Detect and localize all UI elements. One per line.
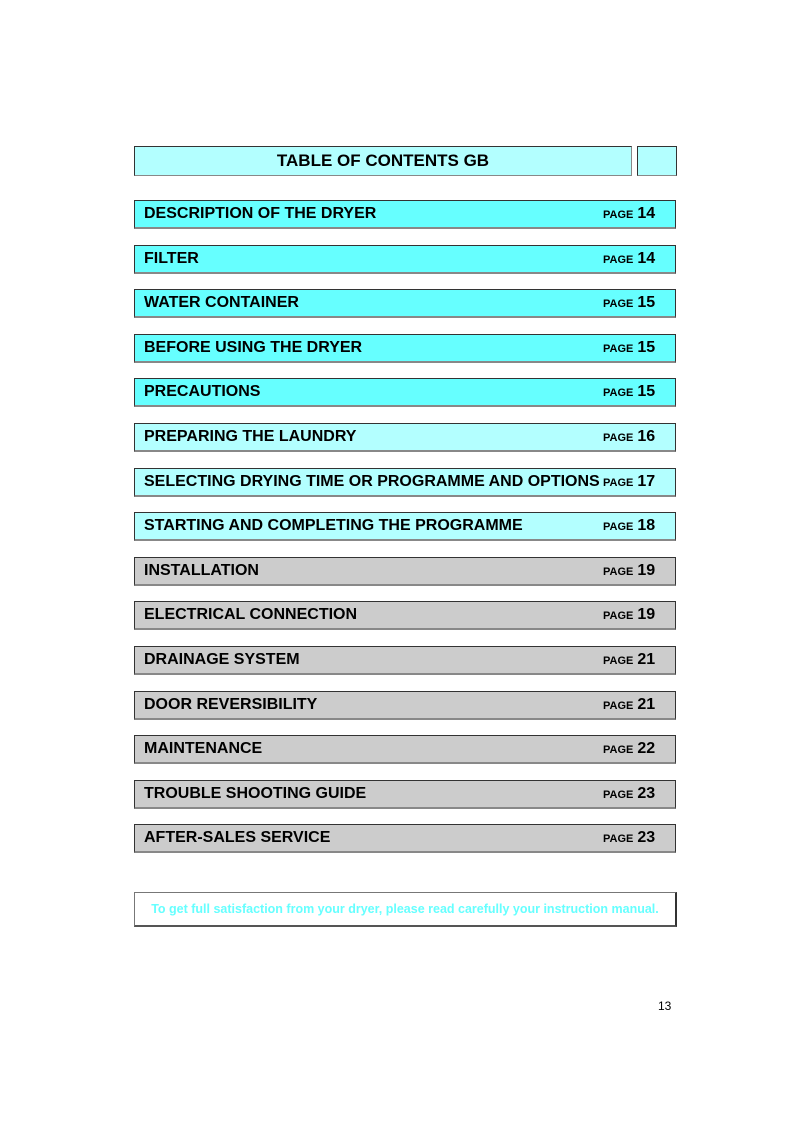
page-label: PAGE	[603, 253, 634, 266]
page-label: PAGE	[603, 521, 634, 534]
toc-entry[interactable]	[134, 512, 676, 541]
page-value: 19	[637, 606, 656, 624]
toc-entry-page	[603, 383, 675, 401]
toc-entry[interactable]	[134, 200, 676, 229]
toc-entry-page	[603, 205, 675, 223]
toc-entry[interactable]	[134, 378, 676, 407]
toc-entry[interactable]	[134, 423, 676, 452]
page-label: PAGE	[603, 833, 634, 846]
toc-entry[interactable]	[134, 691, 676, 720]
toc-entry-page	[603, 250, 675, 268]
page-value: 15	[637, 294, 656, 312]
page-label: PAGE	[603, 655, 634, 667]
toc-entry-title: AFTER-SALES SERVICE	[144, 829, 331, 847]
toc-entry-page	[603, 740, 675, 758]
toc-entry-page	[603, 428, 675, 446]
toc-entry[interactable]	[134, 334, 676, 363]
page-label: PAGE	[603, 342, 634, 355]
toc-entry[interactable]	[134, 601, 676, 630]
page-value: 21	[637, 651, 656, 668]
toc-entry[interactable]	[134, 245, 676, 274]
toc-entry-title: DESCRIPTION OF THE DRYER	[144, 205, 377, 222]
toc-entry-page	[603, 785, 675, 803]
toc-entry[interactable]	[134, 289, 676, 318]
page-label: PAGE	[603, 387, 634, 400]
toc-entry-page	[603, 339, 675, 357]
page-value: 17	[637, 472, 656, 490]
toc-entry-title: DRAINAGE SYSTEM	[144, 651, 300, 668]
toc-entry[interactable]	[134, 557, 676, 586]
page-label: PAGE	[603, 565, 634, 578]
toc-entry-title: STARTING AND COMPLETING THE PROGRAMME	[144, 517, 523, 535]
toc-entry-page	[603, 829, 675, 847]
toc-entry-title: SELECTING DRYING TIME OR PROGRAMME AND OPTIONS	[144, 472, 600, 490]
toc-entry-page	[603, 473, 675, 491]
page-label: PAGE	[603, 788, 634, 801]
page-value: 18	[637, 517, 656, 535]
toc-entry[interactable]	[134, 646, 676, 675]
page-value: 23	[637, 784, 656, 802]
toc-title-side-box	[637, 146, 677, 176]
toc-entry-page	[603, 294, 675, 312]
page-value: 14	[637, 249, 656, 267]
page-label: PAGE	[603, 744, 634, 757]
toc-entry-title: DOOR REVERSIBILITY	[144, 695, 318, 713]
toc-entry-page	[603, 562, 675, 580]
toc-entry-title: PRECAUTIONS	[144, 383, 261, 401]
toc-entry-title: ELECTRICAL CONNECTION	[144, 606, 358, 624]
toc-entry-title: TROUBLE SHOOTING GUIDE	[144, 784, 367, 802]
page-value: 23	[637, 829, 656, 847]
toc-entry-title: WATER CONTAINER	[144, 294, 299, 312]
toc-entry[interactable]	[134, 735, 676, 764]
toc-entry-page	[603, 651, 675, 669]
page-label: PAGE	[603, 699, 634, 712]
page-label: PAGE	[603, 209, 634, 221]
page-value: 14	[637, 205, 656, 222]
page-label: PAGE	[603, 610, 634, 623]
toc-entry-page	[603, 517, 675, 535]
page-value: 22	[637, 740, 656, 758]
page-value: 16	[637, 428, 656, 445]
toc-entry[interactable]	[134, 468, 676, 497]
toc-entry[interactable]	[134, 780, 676, 809]
page-value: 21	[637, 695, 656, 713]
page-label: PAGE	[603, 432, 634, 444]
page-value: 15	[637, 383, 656, 401]
toc-entry-title: MAINTENANCE	[144, 740, 263, 758]
toc-entry-title: INSTALLATION	[144, 561, 259, 579]
page-value: 19	[637, 561, 656, 579]
toc-title: TABLE OF CONTENTS GB	[134, 146, 632, 176]
page-label: PAGE	[603, 298, 634, 311]
page-number: 13	[658, 999, 672, 1013]
toc-entry[interactable]	[134, 824, 676, 853]
toc-entry-page	[603, 606, 675, 624]
toc-entry-page	[603, 696, 675, 714]
toc-entry-title: BEFORE USING THE DRYER	[144, 338, 363, 356]
toc-entry-title: PREPARING THE LAUNDRY	[144, 428, 357, 445]
reading-note: To get full satisfaction from your dryer, please read carefully your instruction manual.	[134, 892, 677, 927]
toc-entry-title: FILTER	[144, 249, 199, 267]
page-value: 15	[637, 338, 656, 356]
page-label: PAGE	[603, 476, 634, 489]
